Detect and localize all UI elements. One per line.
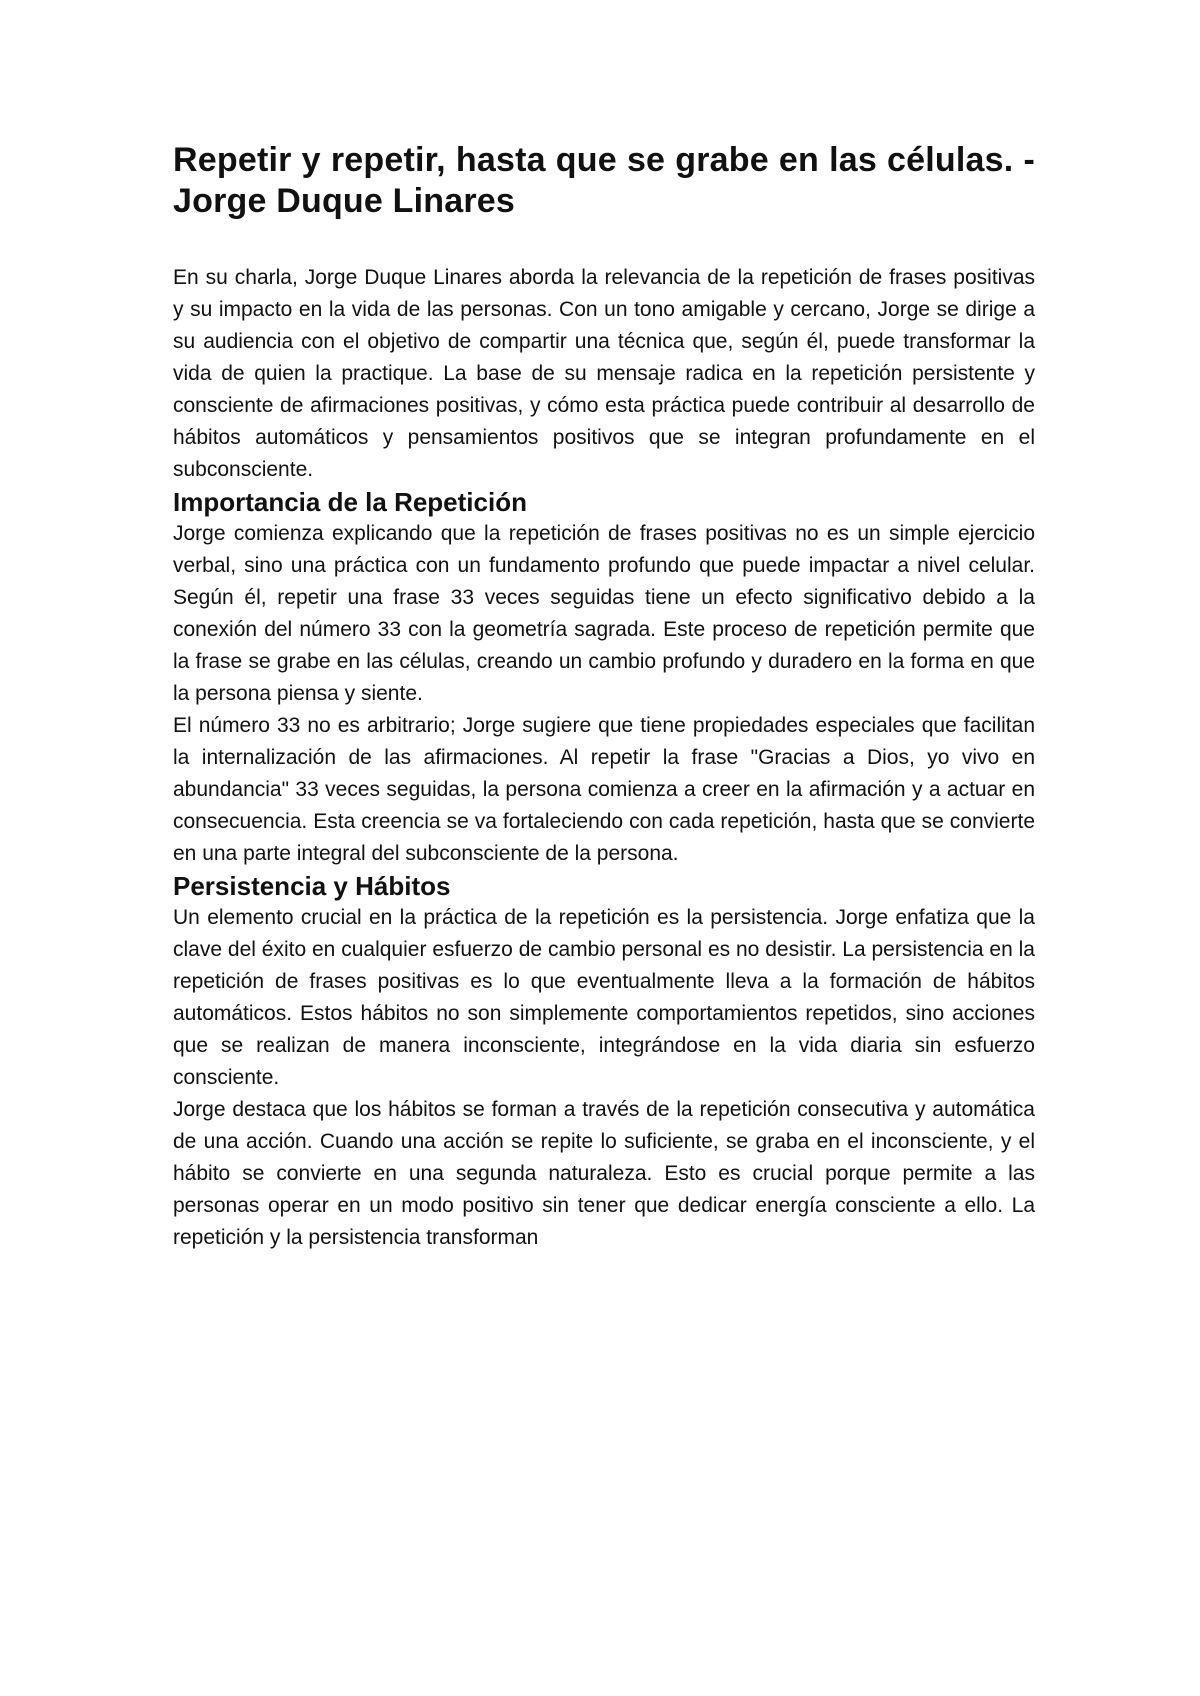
- intro-paragraph: En su charla, Jorge Duque Linares aborda la relevancia de la repetición de frases positivas y su impacto en la vida de las personas. Con un tono amigable y cercano, Jorge se dirige a su audiencia con el objetivo de compartir una técnica que, según él, puede transformar la vida de quien la practique. La base de su mensaje radica en la repetición persistente y consciente de afirmaciones positivas, y cómo esta práctica puede contribuir al desarrollo de hábitos automáticos y pensamientos positivos que se integran profundamente en el subconsciente.: [173, 266, 1035, 481]
- document-body: [173, 140, 1035, 1254]
- section-paragraph: El número 33 no es arbitrario; Jorge sugiere que tiene propiedades especiales que facilitan la internalización de las afirmaciones. Al repetir la frase "Gracias a Dios, yo vivo en abundancia" 33 veces seguidas, la persona comienza a creer en la afirmación y a actuar en consecuencia. Esta creencia se va fortaleciendo con cada repetición, hasta que se convierte en una parte integral del subconsciente de la persona.: [173, 714, 1035, 865]
- section-heading-importancia: Importancia de la Repetición: [173, 487, 527, 517]
- section-paragraph: Un elemento crucial en la práctica de la repetición es la persistencia. Jorge enfatiza que la clave del éxito en cualquier esfuerzo de cambio personal es no desistir. La persistencia en la repetición de frases positivas es lo que eventualmente lleva a la formación de hábitos automáticos. Estos hábitos no son simplemente comportamientos repetidos, sino acciones que se realizan de manera inconsciente, integrándose en la vida diaria sin esfuerzo consciente.: [173, 906, 1035, 1089]
- section-paragraph: Jorge destaca que los hábitos se forman a través de la repetición consecutiva y automática de una acción. Cuando una acción se repite lo suficiente, se graba en el inconsciente, y el hábito se convierte en una segunda naturaleza. Esto es crucial porque permite a las personas operar en un modo positivo sin tener que dedicar energía consciente a ello. La repetición y la persistencia transforman: [173, 1098, 1035, 1249]
- section-paragraph: Jorge comienza explicando que la repetición de frases positivas no es un simple ejercicio verbal, sino una práctica con un fundamento profundo que puede impactar a nivel celular. Según él, repetir una frase 33 veces seguidas tiene un efecto significativo debido a la conexión del número 33 con la geometría sagrada. Este proceso de repetición permite que la frase se grabe en las células, creando un cambio profundo y duradero en la forma en que la persona piensa y siente.: [173, 522, 1035, 705]
- document-title: Repetir y repetir, hasta que se grabe en las células. - Jorge Duque Linares: [173, 141, 1035, 220]
- section-heading-persistencia: Persistencia y Hábitos: [173, 871, 451, 901]
